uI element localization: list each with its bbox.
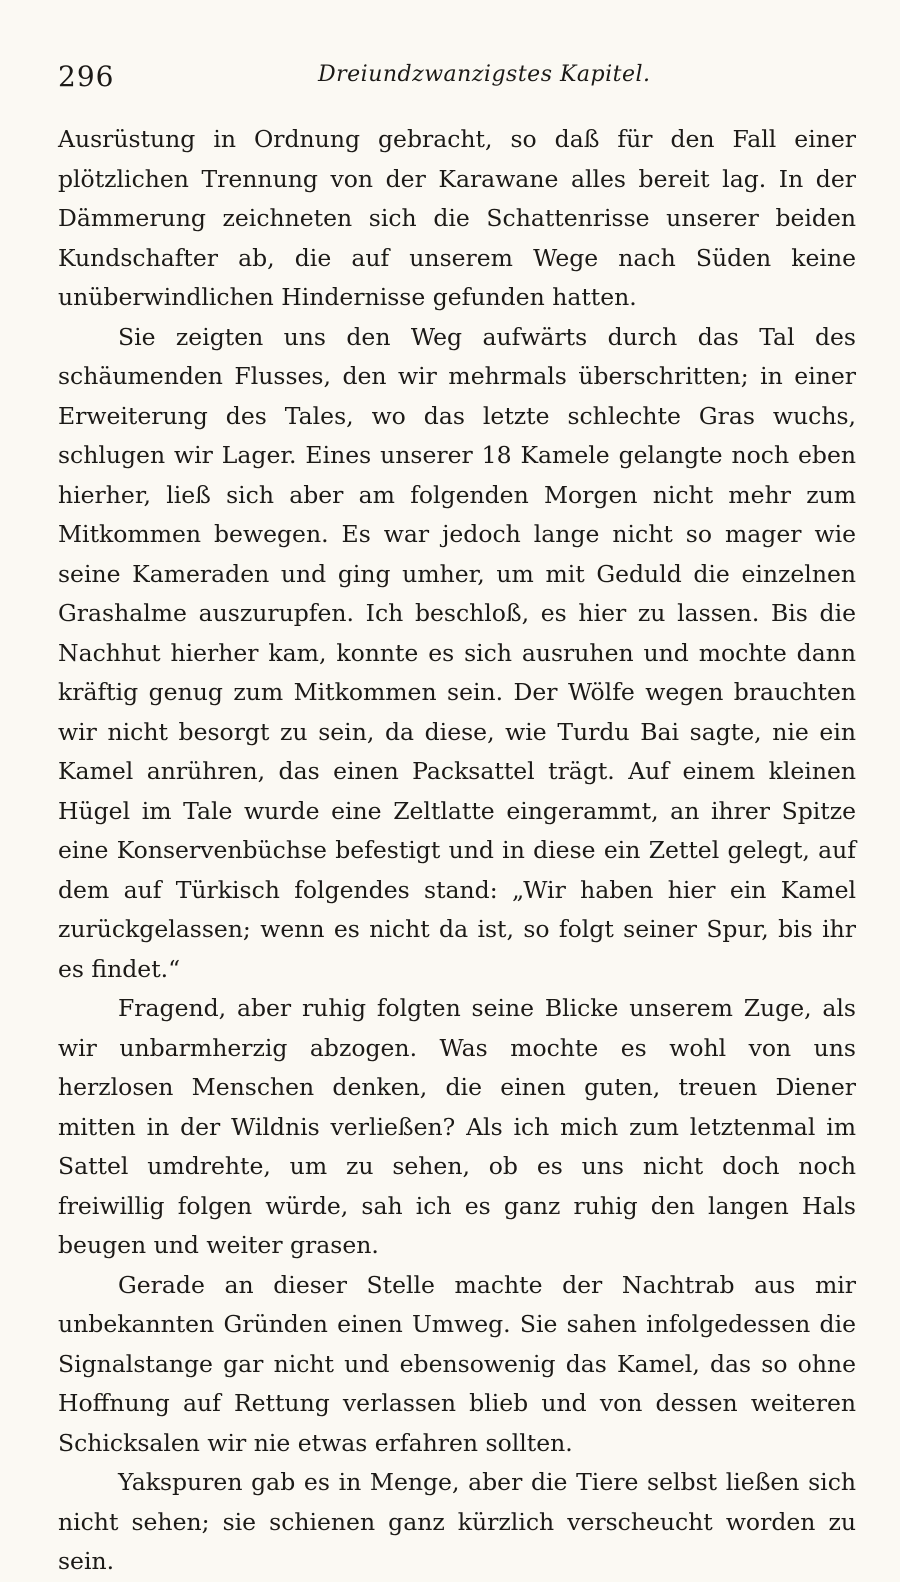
book-page [58, 54, 856, 1575]
running-head: Dreiundzwanzigstes Kapitel. [318, 62, 651, 87]
paragraph-5: Yakspuren gab es in Menge, aber die Tiere selbst ließen sich nicht sehen; sie schienen ganz kürzlich verscheucht worden zu sein. [58, 1468, 856, 1575]
paragraph-1: Ausrüstung in Ordnung gebracht, so daß für den Fall einer plötzlichen Trennung von der Karawane alles bereit lag. In der Dämmerung zeichneten sich die Schattenrisse unserer beiden Kundschafter ab, die auf unserem Wege nach Süden keine unüberwindlichen Hindernisse gefunden hatten. [58, 125, 856, 311]
paragraph-3: Fragend, aber ruhig folgten seine Blicke unserem Zuge, als wir unbarmherzig abzogen. Was mochte es wohl von uns herzlosen Menschen denken, die einen guten, treuen Diener mitten in der Wildnis verließen? Als ich mich zum letztenmal im Sattel umdrehte, um zu sehen, ob es uns nicht doch noch freiwillig folgen würde, sah ich es ganz ruhig den langen Hals beugen und weiter grasen. [58, 994, 856, 1259]
page-number: 296 [58, 60, 115, 93]
paragraph-2: Sie zeigten uns den Weg aufwärts durch das Tal des schäumenden Flusses, den wir mehrmals überschritten; in einer Erweiterung des Tales, wo das letzte schlechte Gras wuchs, schlugen wir Lager. Eines unserer 18 Kamele gelangte noch eben hierher, ließ sich aber am folgenden Morgen nicht mehr zum Mitkommen bewegen. Es war jedoch lange nicht so mager wie seine Kameraden und ging umher, um mit Geduld die einzelnen Grashalme auszurupfen. Ich beschloß, es hier zu lassen. Bis die Nachhut hierher kam, konnte es sich ausruhen und mochte dann kräftig genug zum Mitkommen sein. Der Wölfe wegen brauchten wir nicht besorgt zu sein, da diese, wie Turdu Bai sagte, nie ein Kamel anrühren, das einen Packsattel trägt. Auf einem kleinen Hügel im Tale wurde eine Zeltlatte eingerammt, an ihrer Spitze eine Konservenbüchse befestigt und in diese ein Zettel gelegt, auf dem auf Türkisch folgendes stand: „Wir haben hier ein Kamel zurückgelassen; wenn es nicht da ist, so folgt seiner Spur, bis ihr es findet.“ [58, 322, 856, 983]
page-body [58, 120, 856, 1582]
page-header [58, 54, 856, 102]
paragraph-4: Gerade an dieser Stelle machte der Nachtrab aus mir unbekannten Gründen einen Umweg. Sie sahen infolgedessen die Signalstange gar nicht und ebensowenig das Kamel, das so ohne Hoffnung auf Rettung verlassen blieb und von dessen weiteren Schicksalen wir nie etwas erfahren sollten. [58, 1270, 856, 1457]
